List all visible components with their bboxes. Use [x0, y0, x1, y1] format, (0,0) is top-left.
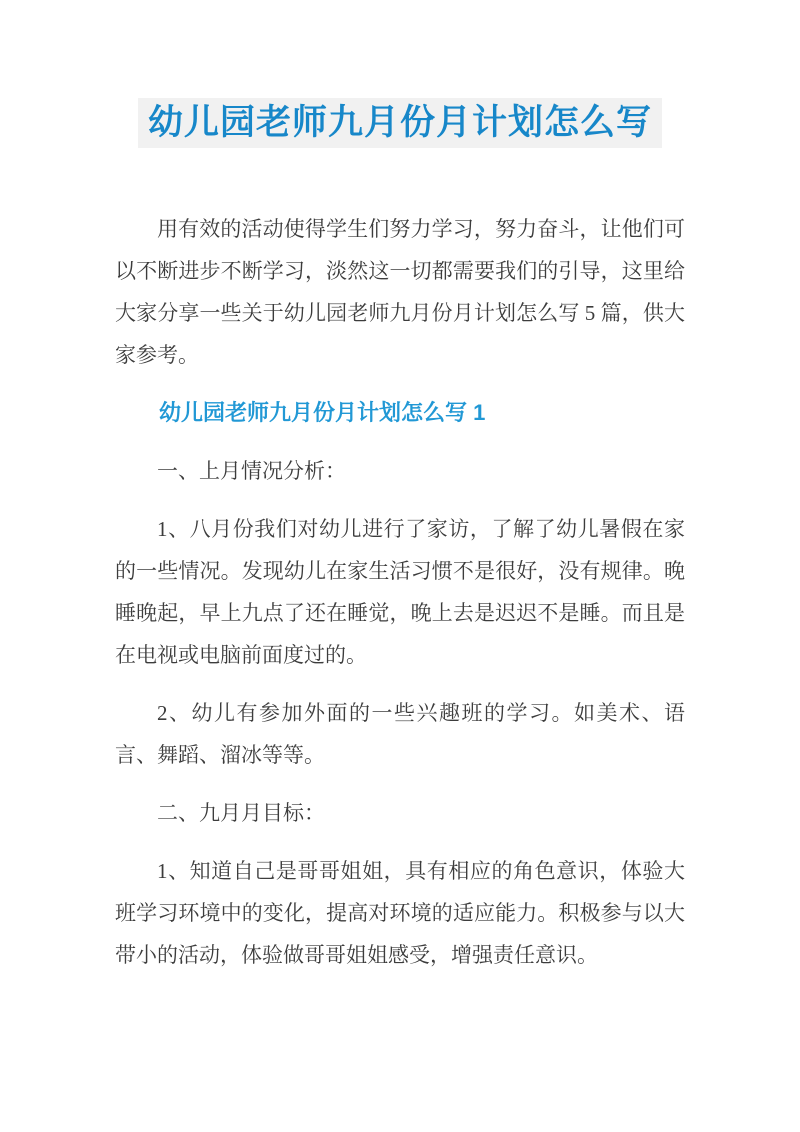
section-1-heading: 一、上月情况分析： [157, 458, 346, 483]
section-2-paragraph-1: 1、知道自己是哥哥姐姐，具有相应的角色意识，体验大班学习环境中的变化，提高对环境的适应能力。积极参与以大带小的活动，体验做哥哥姐姐感受，增强责任意识。 [115, 858, 685, 967]
section-1-paragraph-1: 1、八月份我们对幼儿进行了家访，了解了幼儿暑假在家的一些情况。发现幼儿在家生活习惯不是很好，没有规律。晚睡晚起，早上九点了还在睡觉，晚上去是迟迟不是睡。而且是在电视或电脑前面度过的。 [115, 516, 685, 667]
document-title-text: 幼儿园老师九月份月计划怎么写 [138, 98, 662, 148]
section-2-heading: 二、九月月目标： [157, 800, 325, 825]
document-title [115, 98, 685, 148]
intro-paragraph: 用有效的活动使得学生们努力学习，努力奋斗，让他们可以不断进步不断学习，淡然这一切都需要我们的引导，这里给大家分享一些关于幼儿园老师九月份月计划怎么写 5 篇，供大家参考。 [115, 216, 685, 367]
article-subtitle: 幼儿园老师九月份月计划怎么写 1 [159, 399, 486, 425]
section-1-paragraph-2: 2、幼儿有参加外面的一些兴趣班的学习。如美术、语言、舞蹈、溜冰等等。 [115, 700, 685, 767]
